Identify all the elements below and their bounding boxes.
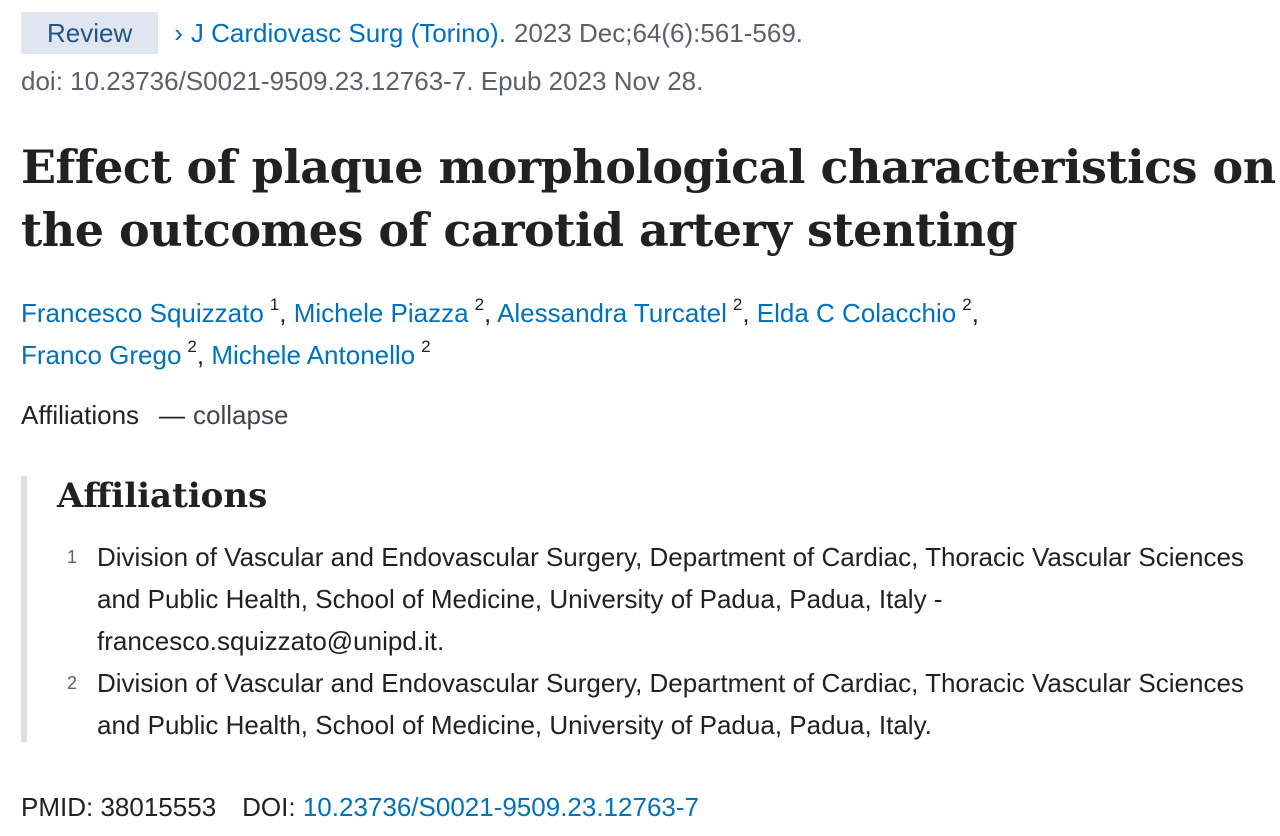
author-affiliation-ref[interactable]: 2 (732, 295, 743, 314)
journal-issue: 2023 Dec;64(6):561-569. (513, 17, 804, 48)
author-item (497, 295, 743, 328)
authors-list: Francesco Squizzato $^1$, Michele Piazza $^2$, Alessandra Turcatel $^2$, Elda C Colacchio $^2$, Franco Grego $^2$, Michele Antonello $^2$ (21, 295, 979, 370)
citation-row (21, 12, 803, 54)
author-affiliation-ref[interactable]: 1 (269, 295, 280, 314)
author-affiliation-ref[interactable]: 2 (187, 337, 197, 356)
article-title: Effect of plaque morphological characteristics on the outcomes of carotid artery stenting (21, 140, 1276, 257)
article-identifiers (21, 792, 699, 823)
author-link[interactable]: Francesco Squizzato (21, 298, 264, 328)
author-item (21, 295, 280, 328)
journal-link[interactable]: J Cardiovasc Surg (Torino). (190, 17, 506, 48)
author-item (211, 337, 431, 370)
author-item (293, 295, 485, 328)
doi-epub-line: doi: 10.23736/S0021-9509.23.12763-7. Epub 2023 Nov 28. (21, 66, 704, 96)
affiliations-list (57, 536, 1257, 746)
affiliations-toggle-label: Affiliations (21, 400, 140, 430)
review-badge: Review (21, 12, 158, 54)
collapse-dash-icon: — (159, 400, 186, 430)
affiliation-text: Division of Vascular and Endovascular Surgery, Department of Cardiac, Thoracic Vascular Sciences and Public Health, School of Medicine, University of Padua, Padua, Italy. (97, 668, 1244, 740)
affiliation-text: Division of Vascular and Endovascular Surgery, Department of Cardiac, Thoracic Vascular Sciences and Public Health, School of Medicine, University of Padua, Padua, Italy - francesco.squizzato@unipd.it. (97, 542, 1244, 656)
pmid-label: PMID: (21, 792, 94, 822)
author-link[interactable]: Michele Piazza (293, 298, 469, 328)
author-link[interactable]: Alessandra Turcatel (497, 298, 727, 328)
collapse-button[interactable]: collapse (193, 400, 289, 430)
affiliations-heading: Affiliations (57, 476, 268, 516)
doi-label: DOI: (242, 792, 296, 822)
pmid-value: 38015553 (100, 792, 217, 822)
author-item (756, 295, 972, 328)
author-affiliation-ref[interactable]: 2 (474, 295, 485, 314)
author-item (21, 337, 197, 370)
author-link[interactable]: Elda C Colacchio (756, 298, 957, 328)
affiliations-toggle[interactable] (21, 400, 288, 431)
chevron-right-icon[interactable]: › (174, 17, 183, 48)
affiliation-number: 2 (67, 673, 78, 693)
author-link[interactable]: Michele Antonello (211, 340, 416, 370)
affiliation-item (57, 536, 1257, 662)
doi-link[interactable]: 10.23736/S0021-9509.23.12763-7 (302, 792, 699, 822)
author-affiliation-ref[interactable]: 2 (421, 337, 431, 356)
affiliation-item (57, 662, 1257, 746)
affiliations-panel (21, 476, 1267, 742)
author-link[interactable]: Franco Grego (21, 340, 182, 370)
affiliation-number: 1 (67, 547, 78, 567)
author-affiliation-ref[interactable]: 2 (962, 295, 972, 314)
